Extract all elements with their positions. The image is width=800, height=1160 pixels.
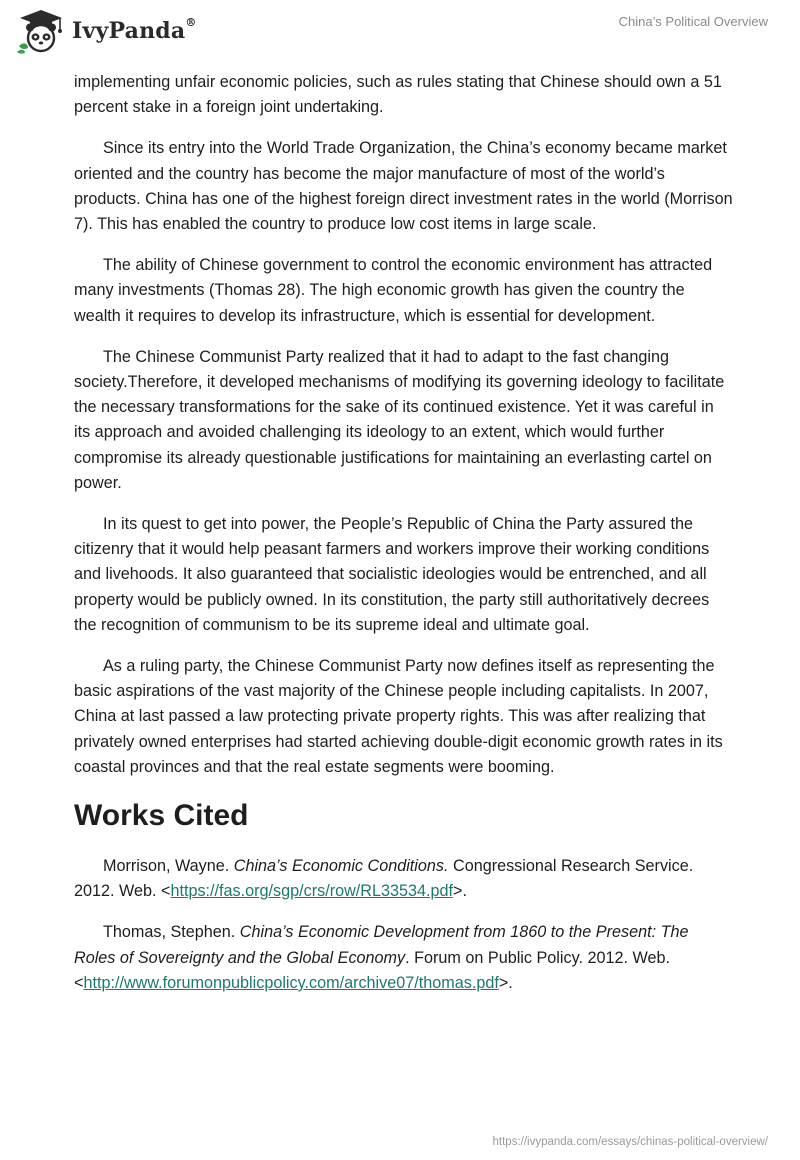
paragraph-4: The Chinese Communist Party realized that it had to adapt to the fast changing society.Therefore, it developed mechanisms of modifying its governing ideology to facilitate the necessary transformations for the sake of its continued existence. Yet it was careful in its approach and avoided challenging its ideology to an extent, which would further compromise its already questionable justifications for maintaining an everlasting cartel on power. — [74, 347, 725, 492]
citation-morrison — [74, 854, 734, 904]
works-cited-heading: Works Cited — [74, 799, 249, 833]
paragraph-5: In its quest to get into power, the People’s Republic of China the Party assured the citizenry that it would help peasant farmers and workers improve their working conditions and livehoods. It also guaranteed that socialistic ideologies would be entrenched, and all property would be publicly owned. In its constitution, the party still authoritatively decrees the recognition of communism to be its supreme ideal and ultimate goal. — [74, 515, 710, 634]
footer-source-url[interactable]: https://ivypanda.com/essays/chinas-political-overview/ — [492, 1136, 768, 1148]
citation-author: Morrison, Wayne. — [103, 857, 230, 876]
paragraph-1: implementing unfair economic policies, such as rules stating that Chinese should own a 51 percent stake in a foreign joint undertaking. — [74, 73, 722, 117]
brand-name: IvyPanda® — [72, 16, 197, 44]
paragraph-6: As a ruling party, the Chinese Communist Party now defines itself as representing the basic aspirations of the vast majority of the Chinese people including capitalists. In 2007, China at last passed a law protecting private property rights. This was after realizing that privately owned enterprises had started achieving double-digit economic growth rates in its coastal provinces and that the real estate segments were booming. — [74, 657, 723, 776]
citation-end: >. — [452, 882, 467, 901]
citation-link[interactable]: https://fas.org/sgp/crs/row/RL33534.pdf — [170, 882, 453, 901]
citation-end: >. — [498, 973, 513, 992]
ivypanda-logo[interactable] — [16, 8, 197, 54]
citation-details: . Forum on Public Policy. 2012. Web. < — [74, 948, 670, 992]
citation-link[interactable]: http://www.forumonpublicpolicy.com/archive07/thomas.pdf — [83, 973, 499, 992]
essay-body — [74, 70, 734, 1012]
citation-title: China’s Economic Conditions. — [233, 857, 449, 876]
running-title: China’s Political Overview — [618, 14, 768, 29]
page-header — [0, 0, 800, 64]
citation-details: Congressional Research Service. 2012. Web. < — [74, 857, 694, 901]
citation-title: China’s Economic Development from 1860 to the Present: The Roles of Sovereignty and the Global Economy — [74, 923, 689, 967]
paragraph-2: Since its entry into the World Trade Organization, the China’s economy became market oriented and the country has become the major manufacture of most of the world’s products. China has one of the highest foreign direct investment rates in the world (Morrison 7). This has enabled the country to produce low cost items in large scale. — [74, 139, 733, 234]
citation-author: Thomas, Stephen. — [103, 923, 236, 942]
citation-thomas — [74, 920, 734, 996]
paragraph-3: The ability of Chinese government to control the economic environment has attracted many investments (Thomas 28). The high economic growth has given the country the wealth it requires to develop its infrastructure, which is essential for development. — [74, 256, 713, 325]
panda-graduate-icon — [16, 8, 66, 54]
